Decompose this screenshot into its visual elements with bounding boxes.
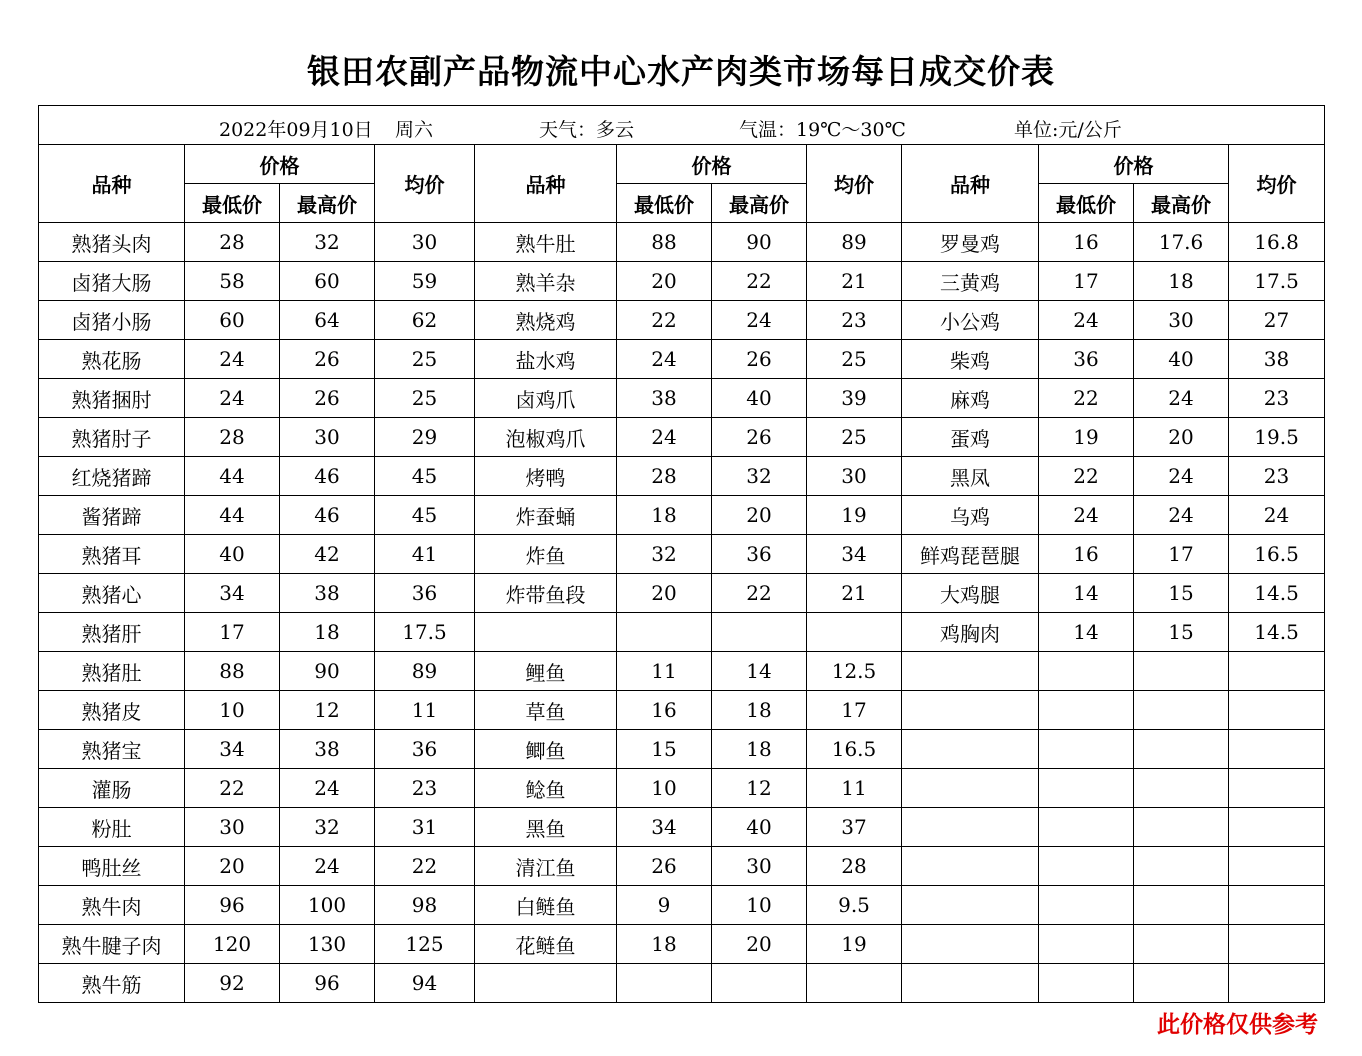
variety-cell: 蛋鸡	[902, 418, 1039, 457]
min-price-cell: 10	[617, 769, 712, 808]
avg-price-cell: 39	[807, 379, 902, 418]
variety-cell	[902, 652, 1039, 691]
avg-price-cell: 27	[1229, 301, 1325, 340]
variety-cell: 黑凤	[902, 457, 1039, 496]
table-row	[39, 964, 1325, 1003]
table-row	[39, 691, 1325, 730]
min-price-cell: 88	[617, 223, 712, 262]
max-price-cell: 22	[712, 574, 807, 613]
max-price-cell: 24	[1134, 379, 1229, 418]
variety-cell: 鸡胸肉	[902, 613, 1039, 652]
header-avg: 均价	[1229, 145, 1325, 223]
header-variety: 品种	[39, 145, 185, 223]
min-price-cell: 20	[617, 574, 712, 613]
avg-price-cell: 62	[375, 301, 475, 340]
avg-price-cell: 23	[375, 769, 475, 808]
variety-cell	[902, 886, 1039, 925]
avg-price-cell: 45	[375, 496, 475, 535]
min-price-cell	[1039, 925, 1134, 964]
avg-price-cell: 9.5	[807, 886, 902, 925]
variety-cell: 鲜鸡琵琶腿	[902, 535, 1039, 574]
variety-cell: 泡椒鸡爪	[475, 418, 617, 457]
min-price-cell	[1039, 808, 1134, 847]
variety-cell	[902, 808, 1039, 847]
table-row	[39, 496, 1325, 535]
min-price-cell: 20	[185, 847, 280, 886]
table-row	[39, 301, 1325, 340]
variety-cell: 熟猪皮	[39, 691, 185, 730]
avg-price-cell: 16.5	[807, 730, 902, 769]
avg-price-cell: 23	[1229, 379, 1325, 418]
max-price-cell: 42	[280, 535, 375, 574]
max-price-cell: 24	[1134, 496, 1229, 535]
avg-price-cell: 12.5	[807, 652, 902, 691]
price-table	[38, 105, 1325, 1003]
max-price-cell: 90	[712, 223, 807, 262]
avg-price-cell: 36	[375, 574, 475, 613]
min-price-cell: 19	[1039, 418, 1134, 457]
min-price-cell	[1039, 847, 1134, 886]
header-price: 价格	[617, 145, 807, 184]
variety-cell: 黑鱼	[475, 808, 617, 847]
max-price-cell: 12	[712, 769, 807, 808]
variety-cell: 卤猪小肠	[39, 301, 185, 340]
max-price-cell: 40	[1134, 340, 1229, 379]
min-price-cell	[617, 613, 712, 652]
avg-price-cell: 34	[807, 535, 902, 574]
table-row	[39, 262, 1325, 301]
variety-cell: 大鸡腿	[902, 574, 1039, 613]
unit-text: 单位:元/公斤	[1014, 119, 1122, 141]
max-price-cell: 14	[712, 652, 807, 691]
variety-cell: 卤鸡爪	[475, 379, 617, 418]
min-price-cell: 17	[185, 613, 280, 652]
avg-price-cell	[1229, 847, 1325, 886]
avg-price-cell: 11	[807, 769, 902, 808]
max-price-cell: 40	[712, 808, 807, 847]
avg-price-cell: 30	[807, 457, 902, 496]
variety-cell: 熟牛肚	[475, 223, 617, 262]
avg-price-cell: 41	[375, 535, 475, 574]
table-row	[39, 652, 1325, 691]
max-price-cell	[712, 964, 807, 1003]
avg-price-cell: 31	[375, 808, 475, 847]
avg-price-cell: 17	[807, 691, 902, 730]
table-row	[39, 730, 1325, 769]
max-price-cell: 60	[280, 262, 375, 301]
avg-price-cell: 19	[807, 496, 902, 535]
avg-price-cell: 94	[375, 964, 475, 1003]
variety-cell: 盐水鸡	[475, 340, 617, 379]
variety-cell: 鲶鱼	[475, 769, 617, 808]
avg-price-cell: 29	[375, 418, 475, 457]
variety-cell: 炸蚕蛹	[475, 496, 617, 535]
min-price-cell: 28	[185, 418, 280, 457]
max-price-cell: 38	[280, 574, 375, 613]
max-price-cell: 46	[280, 457, 375, 496]
min-price-cell: 34	[185, 574, 280, 613]
min-price-cell: 58	[185, 262, 280, 301]
avg-price-cell	[1229, 808, 1325, 847]
max-price-cell	[1134, 886, 1229, 925]
max-price-cell: 18	[712, 730, 807, 769]
avg-price-cell: 19	[807, 925, 902, 964]
max-price-cell: 10	[712, 886, 807, 925]
min-price-cell	[617, 964, 712, 1003]
variety-cell	[475, 613, 617, 652]
min-price-cell: 14	[1039, 613, 1134, 652]
max-price-cell: 18	[280, 613, 375, 652]
max-price-cell: 26	[280, 379, 375, 418]
variety-cell: 白鲢鱼	[475, 886, 617, 925]
variety-cell: 草鱼	[475, 691, 617, 730]
table-row	[39, 808, 1325, 847]
header-max-price: 最高价	[712, 184, 807, 223]
avg-price-cell	[807, 964, 902, 1003]
max-price-cell: 40	[712, 379, 807, 418]
min-price-cell: 24	[185, 340, 280, 379]
variety-cell: 熟猪宝	[39, 730, 185, 769]
variety-cell: 熟羊杂	[475, 262, 617, 301]
max-price-cell: 100	[280, 886, 375, 925]
min-price-cell: 18	[617, 496, 712, 535]
max-price-cell: 30	[280, 418, 375, 457]
min-price-cell: 88	[185, 652, 280, 691]
max-price-cell: 90	[280, 652, 375, 691]
header-avg: 均价	[375, 145, 475, 223]
min-price-cell: 22	[185, 769, 280, 808]
min-price-cell: 10	[185, 691, 280, 730]
weekday-text: 周六	[395, 119, 434, 141]
min-price-cell: 28	[617, 457, 712, 496]
max-price-cell: 24	[280, 847, 375, 886]
avg-price-cell: 30	[375, 223, 475, 262]
table-row	[39, 340, 1325, 379]
header-max-price: 最高价	[280, 184, 375, 223]
variety-cell: 熟猪肝	[39, 613, 185, 652]
max-price-cell	[1134, 925, 1229, 964]
max-price-cell: 18	[712, 691, 807, 730]
variety-cell	[475, 964, 617, 1003]
min-price-cell: 20	[617, 262, 712, 301]
min-price-cell	[1039, 691, 1134, 730]
avg-price-cell	[1229, 925, 1325, 964]
min-price-cell: 44	[185, 457, 280, 496]
max-price-cell: 38	[280, 730, 375, 769]
variety-cell: 烤鸭	[475, 457, 617, 496]
variety-cell: 小公鸡	[902, 301, 1039, 340]
variety-cell: 柴鸡	[902, 340, 1039, 379]
variety-cell: 熟猪肚	[39, 652, 185, 691]
min-price-cell: 34	[185, 730, 280, 769]
max-price-cell: 15	[1134, 574, 1229, 613]
max-price-cell: 32	[280, 808, 375, 847]
min-price-cell: 22	[1039, 379, 1134, 418]
min-price-cell: 120	[185, 925, 280, 964]
variety-cell: 炸带鱼段	[475, 574, 617, 613]
min-price-cell: 34	[617, 808, 712, 847]
avg-price-cell	[1229, 769, 1325, 808]
variety-cell: 熟猪耳	[39, 535, 185, 574]
min-price-cell: 17	[1039, 262, 1134, 301]
min-price-cell	[1039, 652, 1134, 691]
min-price-cell: 92	[185, 964, 280, 1003]
avg-price-cell: 23	[1229, 457, 1325, 496]
variety-cell: 三黄鸡	[902, 262, 1039, 301]
avg-price-cell: 89	[807, 223, 902, 262]
variety-cell: 熟猪肘子	[39, 418, 185, 457]
avg-price-cell: 14.5	[1229, 574, 1325, 613]
avg-price-cell: 16.5	[1229, 535, 1325, 574]
max-price-cell	[1134, 769, 1229, 808]
variety-cell: 熟猪心	[39, 574, 185, 613]
variety-cell	[902, 769, 1039, 808]
variety-cell: 花鲢鱼	[475, 925, 617, 964]
avg-price-cell: 22	[375, 847, 475, 886]
avg-price-cell: 25	[375, 379, 475, 418]
max-price-cell: 18	[1134, 262, 1229, 301]
max-price-cell: 17	[1134, 535, 1229, 574]
header-min-price: 最低价	[1039, 184, 1134, 223]
temperature-text: 气温：19℃～30℃	[739, 119, 906, 141]
max-price-cell: 20	[712, 496, 807, 535]
min-price-cell: 30	[185, 808, 280, 847]
min-price-cell: 9	[617, 886, 712, 925]
avg-price-cell: 28	[807, 847, 902, 886]
info-cell	[39, 106, 1325, 145]
min-price-cell: 24	[185, 379, 280, 418]
min-price-cell: 32	[617, 535, 712, 574]
variety-cell: 熟牛腱子肉	[39, 925, 185, 964]
table-row	[39, 847, 1325, 886]
variety-cell	[902, 964, 1039, 1003]
min-price-cell: 44	[185, 496, 280, 535]
min-price-cell: 22	[1039, 457, 1134, 496]
table-row	[39, 418, 1325, 457]
variety-cell: 熟花肠	[39, 340, 185, 379]
avg-price-cell: 19.5	[1229, 418, 1325, 457]
max-price-cell: 24	[1134, 457, 1229, 496]
max-price-cell: 36	[712, 535, 807, 574]
avg-price-cell: 89	[375, 652, 475, 691]
avg-price-cell: 98	[375, 886, 475, 925]
max-price-cell: 24	[280, 769, 375, 808]
variety-cell: 清江鱼	[475, 847, 617, 886]
header-row-1	[39, 145, 1325, 184]
min-price-cell: 18	[617, 925, 712, 964]
min-price-cell: 24	[1039, 301, 1134, 340]
variety-cell: 乌鸡	[902, 496, 1039, 535]
variety-cell: 熟猪捆肘	[39, 379, 185, 418]
max-price-cell: 130	[280, 925, 375, 964]
min-price-cell: 15	[617, 730, 712, 769]
max-price-cell	[1134, 808, 1229, 847]
min-price-cell: 16	[1039, 535, 1134, 574]
max-price-cell: 12	[280, 691, 375, 730]
avg-price-cell	[1229, 652, 1325, 691]
header-price: 价格	[1039, 145, 1229, 184]
avg-price-cell: 38	[1229, 340, 1325, 379]
avg-price-cell	[1229, 964, 1325, 1003]
avg-price-cell: 11	[375, 691, 475, 730]
variety-cell: 熟牛筋	[39, 964, 185, 1003]
min-price-cell: 24	[1039, 496, 1134, 535]
variety-cell: 灌肠	[39, 769, 185, 808]
variety-cell: 粉肚	[39, 808, 185, 847]
max-price-cell: 64	[280, 301, 375, 340]
min-price-cell: 26	[617, 847, 712, 886]
max-price-cell: 24	[712, 301, 807, 340]
price-table-body	[39, 106, 1325, 1003]
avg-price-cell: 36	[375, 730, 475, 769]
min-price-cell: 24	[617, 340, 712, 379]
table-row	[39, 925, 1325, 964]
info-row	[39, 106, 1325, 145]
variety-cell: 鸭肚丝	[39, 847, 185, 886]
max-price-cell: 17.6	[1134, 223, 1229, 262]
page-title: 银田农副产品物流中心水产肉类市场每日成交价表	[307, 52, 1055, 91]
max-price-cell: 96	[280, 964, 375, 1003]
max-price-cell	[1134, 691, 1229, 730]
variety-cell: 麻鸡	[902, 379, 1039, 418]
min-price-cell: 96	[185, 886, 280, 925]
max-price-cell: 20	[712, 925, 807, 964]
min-price-cell	[1039, 964, 1134, 1003]
date-text: 2022年09月10日	[219, 119, 373, 141]
header-row-2	[39, 184, 1325, 223]
min-price-cell: 22	[617, 301, 712, 340]
max-price-cell: 26	[712, 340, 807, 379]
table-row	[39, 574, 1325, 613]
header-max-price: 最高价	[1134, 184, 1229, 223]
variety-cell	[902, 730, 1039, 769]
variety-cell: 熟猪头肉	[39, 223, 185, 262]
min-price-cell: 11	[617, 652, 712, 691]
weather-text: 天气：多云	[539, 119, 635, 141]
avg-price-cell: 37	[807, 808, 902, 847]
avg-price-cell	[807, 613, 902, 652]
max-price-cell	[1134, 964, 1229, 1003]
avg-price-cell: 21	[807, 262, 902, 301]
avg-price-cell: 17.5	[375, 613, 475, 652]
variety-cell: 酱猪蹄	[39, 496, 185, 535]
max-price-cell: 32	[280, 223, 375, 262]
min-price-cell: 28	[185, 223, 280, 262]
max-price-cell: 22	[712, 262, 807, 301]
header-min-price: 最低价	[185, 184, 280, 223]
avg-price-cell: 14.5	[1229, 613, 1325, 652]
avg-price-cell	[1229, 730, 1325, 769]
max-price-cell: 15	[1134, 613, 1229, 652]
avg-price-cell: 25	[375, 340, 475, 379]
header-variety: 品种	[475, 145, 617, 223]
max-price-cell	[1134, 652, 1229, 691]
min-price-cell	[1039, 886, 1134, 925]
min-price-cell: 24	[617, 418, 712, 457]
min-price-cell	[1039, 730, 1134, 769]
min-price-cell	[1039, 769, 1134, 808]
min-price-cell: 40	[185, 535, 280, 574]
variety-cell: 炸鱼	[475, 535, 617, 574]
avg-price-cell: 25	[807, 340, 902, 379]
max-price-cell	[1134, 847, 1229, 886]
variety-cell: 鲫鱼	[475, 730, 617, 769]
avg-price-cell: 125	[375, 925, 475, 964]
min-price-cell: 60	[185, 301, 280, 340]
max-price-cell: 30	[1134, 301, 1229, 340]
min-price-cell: 36	[1039, 340, 1134, 379]
table-row	[39, 613, 1325, 652]
table-row	[39, 769, 1325, 808]
avg-price-cell: 45	[375, 457, 475, 496]
variety-cell: 熟牛肉	[39, 886, 185, 925]
variety-cell	[902, 691, 1039, 730]
avg-price-cell: 23	[807, 301, 902, 340]
max-price-cell: 30	[712, 847, 807, 886]
reference-note: 此价格仅供参考	[1157, 1012, 1318, 1038]
variety-cell: 卤猪大肠	[39, 262, 185, 301]
max-price-cell: 26	[712, 418, 807, 457]
avg-price-cell: 21	[807, 574, 902, 613]
header-avg: 均价	[807, 145, 902, 223]
variety-cell: 罗曼鸡	[902, 223, 1039, 262]
table-row	[39, 223, 1325, 262]
variety-cell: 鲤鱼	[475, 652, 617, 691]
variety-cell	[902, 847, 1039, 886]
table-row	[39, 379, 1325, 418]
min-price-cell: 38	[617, 379, 712, 418]
max-price-cell	[712, 613, 807, 652]
max-price-cell	[1134, 730, 1229, 769]
table-row	[39, 886, 1325, 925]
avg-price-cell: 25	[807, 418, 902, 457]
variety-cell	[902, 925, 1039, 964]
avg-price-cell: 16.8	[1229, 223, 1325, 262]
table-row	[39, 457, 1325, 496]
max-price-cell: 46	[280, 496, 375, 535]
avg-price-cell: 17.5	[1229, 262, 1325, 301]
avg-price-cell: 59	[375, 262, 475, 301]
avg-price-cell	[1229, 886, 1325, 925]
min-price-cell: 14	[1039, 574, 1134, 613]
min-price-cell: 16	[617, 691, 712, 730]
variety-cell: 熟烧鸡	[475, 301, 617, 340]
max-price-cell: 26	[280, 340, 375, 379]
min-price-cell: 16	[1039, 223, 1134, 262]
table-row	[39, 535, 1325, 574]
avg-price-cell: 24	[1229, 496, 1325, 535]
variety-cell: 红烧猪蹄	[39, 457, 185, 496]
header-min-price: 最低价	[617, 184, 712, 223]
header-price: 价格	[185, 145, 375, 184]
max-price-cell: 20	[1134, 418, 1229, 457]
avg-price-cell	[1229, 691, 1325, 730]
max-price-cell: 32	[712, 457, 807, 496]
header-variety: 品种	[902, 145, 1039, 223]
